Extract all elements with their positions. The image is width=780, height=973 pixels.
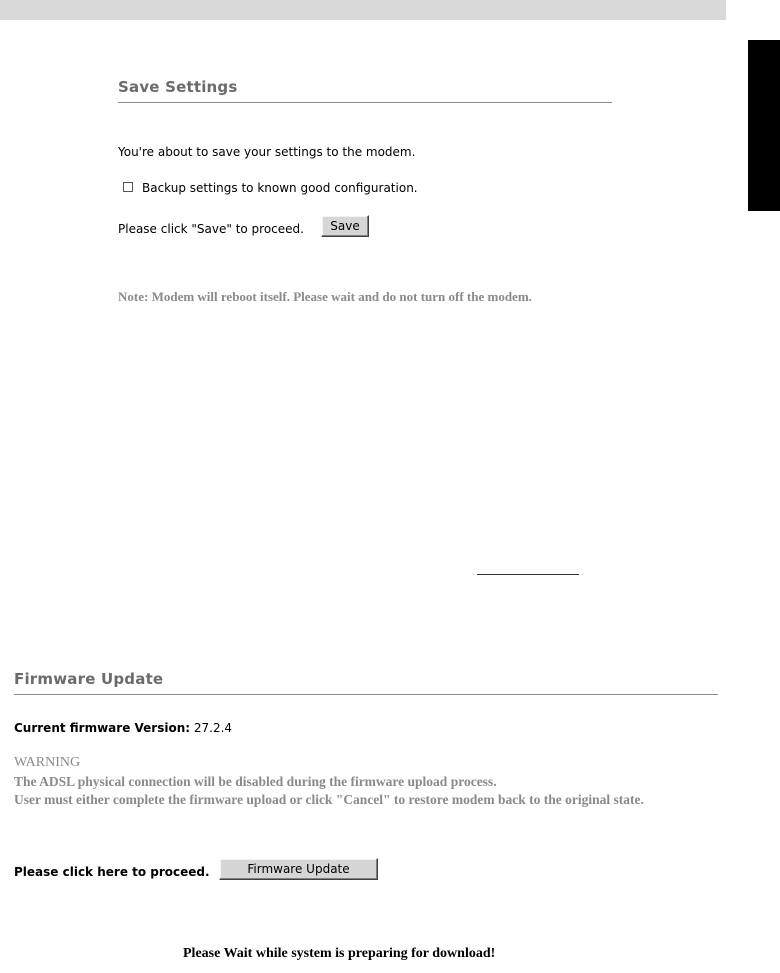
firmware-version-row [14, 721, 232, 735]
save-settings-title: Save Settings [118, 78, 238, 96]
firmware-update-button[interactable]: Firmware Update [219, 858, 378, 880]
underline-mark [477, 574, 579, 575]
firmware-proceed-text: Please click here to proceed. [14, 865, 210, 879]
top-header-bar [0, 0, 726, 20]
firmware-update-title: Firmware Update [14, 670, 164, 688]
side-index-tab [748, 40, 780, 211]
firmware-version-value: 27.2.4 [193, 721, 233, 735]
save-proceed-text: Please click "Save" to proceed. [118, 222, 304, 236]
warning-line-1: The ADSL physical connection will be disabled during the firmware upload process. [14, 774, 497, 789]
firmware-update-divider [14, 694, 718, 695]
firmware-version-label: Current firmware Version: [14, 721, 191, 735]
backup-settings-checkbox[interactable] [123, 182, 133, 192]
warning-title: WARNING [14, 755, 81, 770]
save-button[interactable]: Save [321, 215, 369, 237]
warning-line-2: User must either complete the firmware upload or click "Cancel" to restore modem back to the original state. [14, 792, 644, 807]
reboot-note: Note: Modem will reboot itself. Please wait and do not turn off the modem. [118, 289, 532, 304]
save-settings-divider [118, 102, 612, 103]
backup-settings-label: Backup settings to known good configuration. [142, 181, 418, 195]
save-intro-text: You're about to save your settings to the modem. [118, 145, 416, 159]
download-status-text: Please Wait while system is preparing for download! [183, 946, 496, 961]
